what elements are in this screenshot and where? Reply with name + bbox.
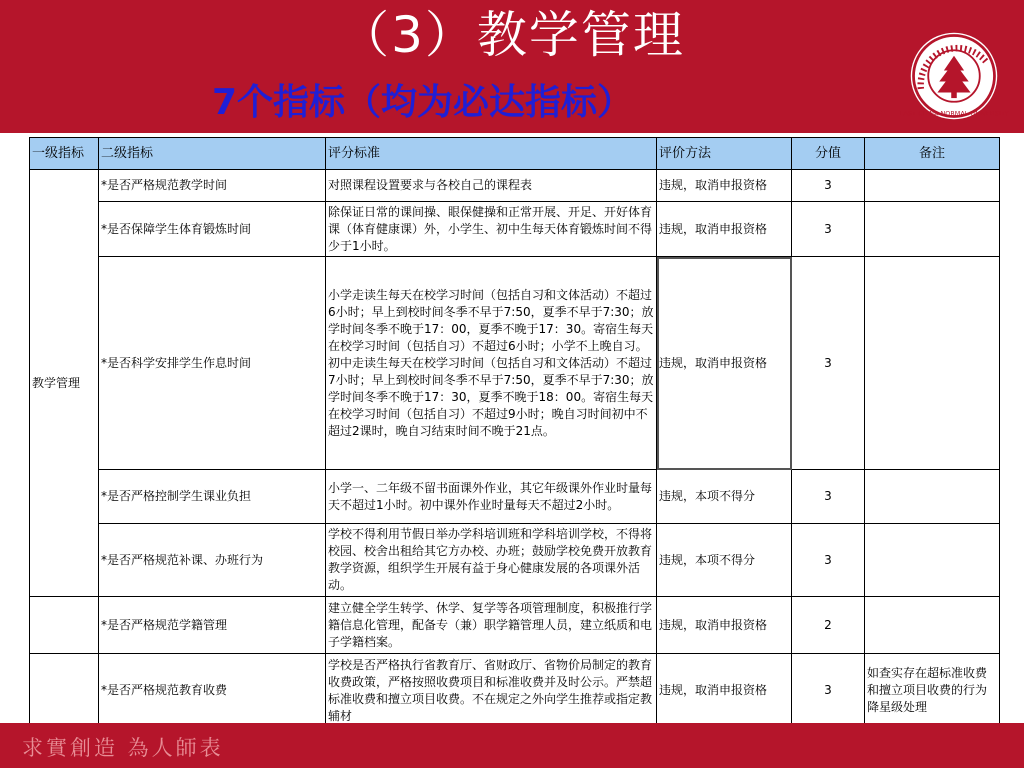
- indicator-table: [29, 137, 1000, 728]
- score-cell: 3: [792, 257, 865, 470]
- standard-cell: 对照课程设置要求与各校自己的课程表: [326, 170, 657, 202]
- slide-title: （3）教学管理: [339, 6, 685, 64]
- level1-cell: 教学管理: [30, 170, 99, 597]
- header-standard: 评分标准: [326, 138, 657, 170]
- header-level2: 二级指标: [99, 138, 326, 170]
- level2-cell: *是否严格规范补课、办班行为: [99, 524, 326, 597]
- level1-continuation-cell: [30, 654, 99, 728]
- method-cell: 违规，取消申报资格: [657, 654, 792, 728]
- note-cell: [865, 202, 1000, 257]
- footer-motto: 求實創造 為人師表: [22, 736, 224, 760]
- table-row: [30, 170, 1000, 202]
- table-row: [30, 470, 1000, 524]
- note-cell: [865, 170, 1000, 202]
- content-area: [0, 133, 1024, 723]
- header-level1: 一级指标: [30, 138, 99, 170]
- seal-lettering: EAST CHINA NORMAL UNIVERSITY: [899, 109, 1009, 118]
- header-method: 评价方法: [657, 138, 792, 170]
- note-cell: 如查实存在超标准收费和擅立项目收费的行为降星级处理: [865, 654, 1000, 728]
- level2-cell: *是否保障学生体育锻炼时间: [99, 202, 326, 257]
- standard-cell: 小学走读生每天在校学习时间（包括自习和文体活动）不超过6小时；早上到校时间冬季不早于7:50，夏季不早于7:30；放学时间冬季不晚于17：00，夏季不晚于17：30。寄宿生每天在校学习时间（包括自习）不超过6小时；小学不上晚自习。初中走读生每天在校学习时间（包括自习和文体活动）不超过7小时；早上到校时间冬季不早于7:50，夏季不早于7:30；放学时间冬季不晚于17：30，夏季不晚于18：00。寄宿生每天在校学习时间（包括自习）不超过9小时；晚自习时间初中不超过2课时，晚自习结束时间不晚于21点。: [326, 257, 657, 470]
- level2-cell: *是否科学安排学生作息时间: [99, 257, 326, 470]
- standard-cell: 学校是否严格执行省教育厅、省财政厅、省物价局制定的教育收费政策，严格按照收费项目和标准收费并及时公示。严禁超标准收费和擅立项目收费。不在规定之外向学生推荐或指定教辅材: [326, 654, 657, 728]
- level2-cell: *是否严格规范学籍管理: [99, 597, 326, 654]
- level2-cell: *是否严格规范教育收费: [99, 654, 326, 728]
- table-row: [30, 597, 1000, 654]
- score-cell: 3: [792, 170, 865, 202]
- method-cell[interactable]: 违规，取消申报资格: [657, 257, 792, 470]
- table-row: [30, 524, 1000, 597]
- score-cell: 3: [792, 654, 865, 728]
- table-row: [30, 654, 1000, 728]
- note-cell: [865, 597, 1000, 654]
- standard-cell: 建立健全学生转学、休学、复学等各项管理制度，积极推行学籍信息化管理，配备专（兼）职学籍管理人员，建立纸质和电子学籍档案。: [326, 597, 657, 654]
- score-cell: 3: [792, 524, 865, 597]
- method-cell: 违规，取消申报资格: [657, 597, 792, 654]
- footer-banner: [0, 723, 1024, 768]
- method-cell: 违规，取消申报资格: [657, 202, 792, 257]
- note-cell: [865, 524, 1000, 597]
- level1-continuation-cell: [30, 597, 99, 654]
- note-cell: [865, 257, 1000, 470]
- header-note: 备注: [865, 138, 1000, 170]
- score-cell: 3: [792, 202, 865, 257]
- standard-cell: 学校不得利用节假日举办学科培训班和学科培训学校，不得将校园、校舍出租给其它方办校、办班；鼓励学校免费开放教育教学资源，组织学生开展有益于身心健康发展的各项课外活动。: [326, 524, 657, 597]
- header-score: 分值: [792, 138, 865, 170]
- method-cell: 违规，取消申报资格: [657, 170, 792, 202]
- method-cell: 违规，本项不得分: [657, 470, 792, 524]
- note-cell: [865, 470, 1000, 524]
- score-cell: 2: [792, 597, 865, 654]
- standard-cell: 除保证日常的课间操、眼保健操和正常开展、开足、开好体育课（体育健康课）外，小学生、初中生每天体育锻炼时间不得少于1小时。: [326, 202, 657, 257]
- standard-cell: 小学一、二年级不留书面课外作业，其它年级课外作业时量每天不超过1小时。初中课外作业时量每天不超过2小时。: [326, 470, 657, 524]
- title-banner: [0, 0, 1024, 133]
- level2-cell: *是否严格控制学生课业负担: [99, 470, 326, 524]
- university-seal-icon: [899, 30, 1009, 122]
- method-cell: 违规，本项不得分: [657, 524, 792, 597]
- score-cell: 3: [792, 470, 865, 524]
- table-row: [30, 257, 1000, 470]
- table-row: [30, 202, 1000, 257]
- level2-cell: *是否严格规范教学时间: [99, 170, 326, 202]
- slide-subtitle: 7个指标（均为必达指标）: [212, 82, 634, 123]
